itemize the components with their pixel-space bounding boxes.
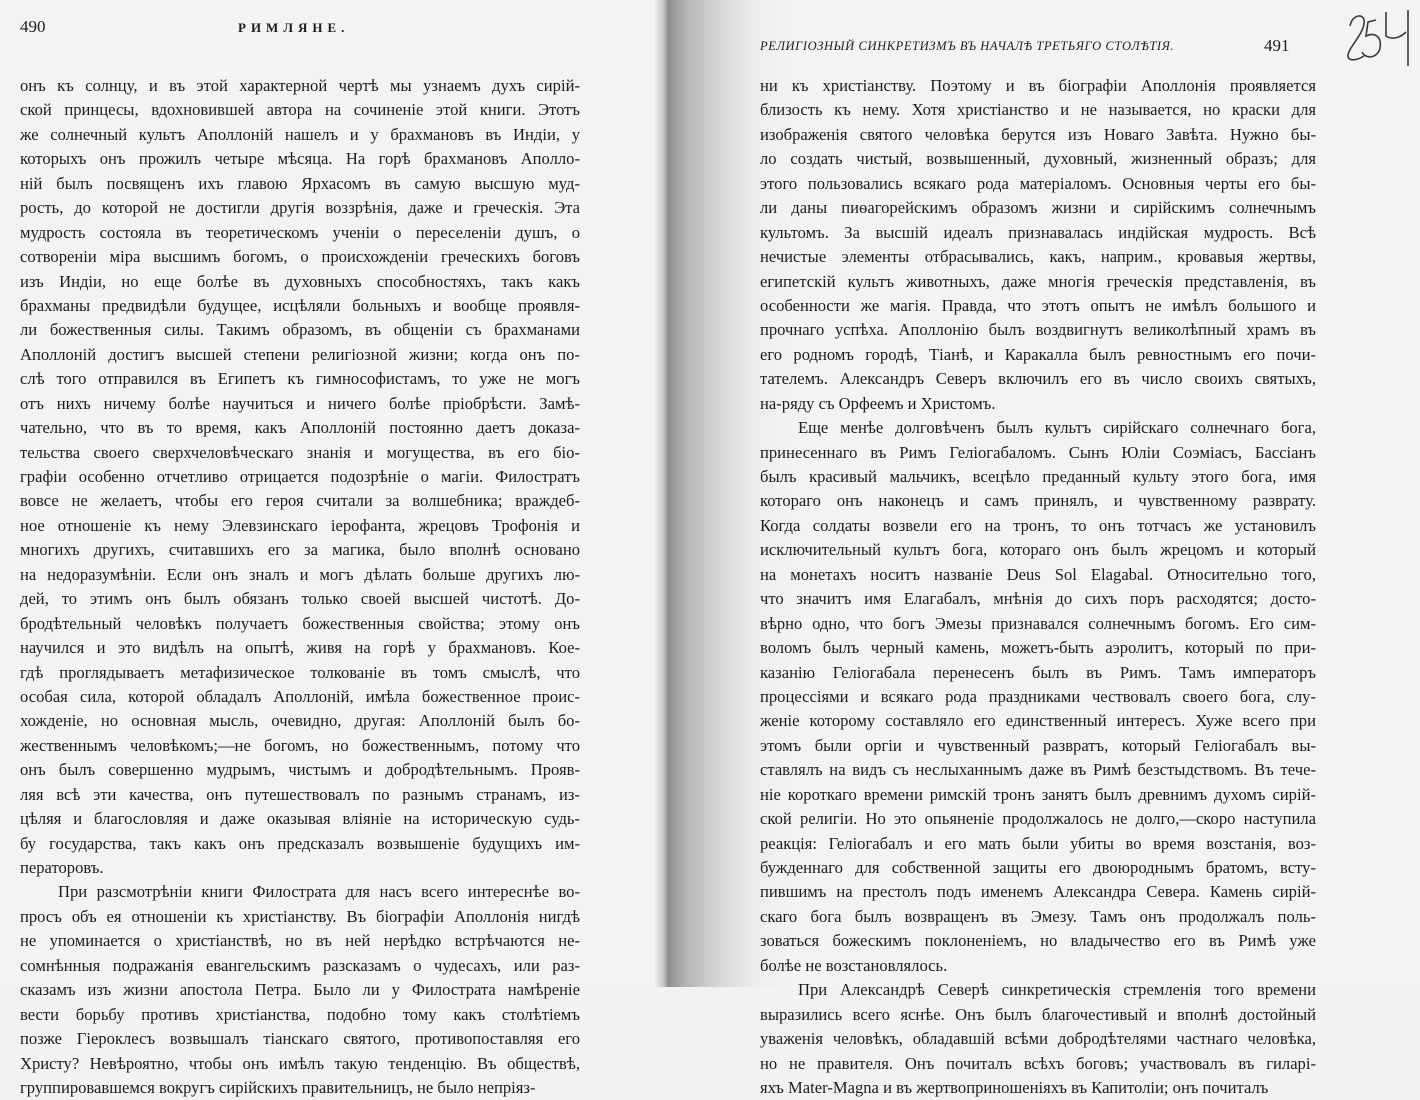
text-line: вести борьбу противъ христіанства, подобно тому какъ столѣтіемъ bbox=[20, 1004, 580, 1024]
text-line: принесеннаго въ Римъ Геліогабаломъ. Сынъ Юліи Соэміасъ, Бассіанъ bbox=[760, 442, 1316, 462]
text-line: исключительный культъ бога, котораго онъ былъ жрецомъ и который bbox=[760, 540, 1316, 560]
text-line: былъ красивый мальчикъ, всецѣло преданный культу этого бога, имя bbox=[760, 467, 1316, 486]
text-line: При Александрѣ Северѣ синкретическія стремленія того времени bbox=[798, 980, 1316, 1000]
text-line: бу государства, такъ какъ онъ предсказалъ возвышеніе будущихъ им- bbox=[20, 833, 580, 853]
text-line: вѣрно одно, что богъ Эмезы признавался солнечнымъ богомъ. Его сим- bbox=[760, 613, 1316, 633]
text-line: котораго онъ наконецъ и самъ принялъ, и чувственному разврату. bbox=[760, 491, 1316, 511]
text-line: ляя всѣ эти качества, онъ путешествовалъ по разнымъ странамъ, из- bbox=[20, 784, 580, 804]
text-line: уваженія человѣкъ, обладавшій всѣми добродѣтелями частнаго человѣка, bbox=[760, 1029, 1316, 1049]
text-line: ской религіи. Но это опьяненіе продолжалось не долго,—скоро наступила bbox=[760, 809, 1316, 829]
text-line: ни къ христіанству. Поэтому и въ біографіи Аполлонія проявляется bbox=[760, 76, 1316, 95]
text-line: дей, то этимъ онъ былъ обязанъ только своей высшей чистотѣ. До- bbox=[20, 589, 580, 609]
text-line: нечистые элементы отбрасывались, какъ, наприм., кровавыя жертвы, bbox=[760, 247, 1316, 267]
text-line: научился и это видѣлъ на опытѣ, живя на горѣ у брахмановъ. Кое- bbox=[20, 638, 580, 658]
text-line: Христу? Невѣроятно, чтобы онъ имѣлъ такую тенденцію. Въ обществѣ, bbox=[20, 1053, 580, 1073]
page-number-right: 491 bbox=[1264, 36, 1290, 55]
text-line: Аполлоній достигъ высшей степени религіозной жизни; когда онъ по- bbox=[20, 344, 580, 364]
text-line: культомъ. За высшій идеалъ признавалась индійская мудрость. Всѣ bbox=[760, 222, 1316, 242]
text-line: на монетахъ носитъ названіе Deus Sol Elagabal. Относительно того, bbox=[760, 564, 1316, 584]
text-line: сотвореніи міра высшимъ богомъ, о происхожденіи греческихъ боговъ bbox=[20, 247, 580, 267]
text-line: этомъ были оргіи и чувственный развратъ, который Геліогабалъ вы- bbox=[760, 735, 1316, 755]
text-line: ніе короткаго времени римскій тронъ занятъ былъ древнимъ духомъ сирій- bbox=[760, 784, 1316, 804]
text-line: особенности же магія. Правда, что этотъ опытъ не имѣлъ большого и bbox=[760, 295, 1316, 315]
text-line: ное отношеніе къ нему Элевзинскаго іерофанта, жрецовъ Трофонія и bbox=[20, 515, 580, 535]
text-line: ли божественныя силы. Такимъ образомъ, въ общеніи съ брахманами bbox=[20, 320, 580, 340]
text-line: на недоразумѣніи. Если онъ зналъ и могъ дѣлать больше другихъ лю- bbox=[20, 564, 580, 584]
text-line: При разсмотрѣніи книги Филострата для насъ всего интереснѣе во- bbox=[58, 882, 580, 902]
text-line: просъ объ ея отношеніи къ христіанству. Въ біографіи Аполлонія нигдѣ bbox=[20, 906, 580, 926]
left-page-text bbox=[20, 74, 580, 1100]
text-line: брахманы предвидѣли будущее, исцѣляли больныхъ и вообще проявля- bbox=[20, 295, 580, 315]
text-line: близость къ нему. Хотя христіанство и не называется, но краски для bbox=[760, 100, 1316, 120]
text-line: тателемъ. Александръ Северъ включилъ его въ число своихъ святыхъ, bbox=[760, 369, 1316, 389]
book-gutter bbox=[655, 0, 669, 987]
text-line: прочнаго успѣха. Аполлонію былъ воздвигнутъ великолѣпный храмъ въ bbox=[760, 320, 1316, 340]
text-line: группировавшемся вокругъ сирійскихъ правительницъ, не было непріяз- bbox=[20, 1077, 536, 1097]
text-line: многихъ другихъ, считавшихъ его за магика, было вполнѣ основано bbox=[20, 540, 580, 560]
text-line: скаго бога былъ возвращенъ въ Эмезу. Тамъ онъ продолжалъ поль- bbox=[760, 906, 1316, 926]
text-line: ло создать чистый, возвышенный, духовный, жизненный образъ; для bbox=[760, 149, 1316, 169]
text-line: выразились всего яснѣе. Онъ былъ благочестивый и вполнѣ достойный bbox=[760, 1004, 1316, 1024]
text-line: вовсе не желаетъ, чтобы его героя считали за волшебника; враждеб- bbox=[20, 491, 580, 511]
text-line: на-ряду съ Орфеемъ и Христомъ. bbox=[760, 393, 996, 413]
text-line: же солнечный культъ Аполлоній нашелъ и у брахмановъ въ Индіи, у bbox=[20, 124, 580, 144]
text-line: зоваться божескимъ поклоненіемъ, но владычество его въ Римѣ уже bbox=[760, 931, 1316, 951]
text-line: ній былъ посвященъ ихъ главою Ярхасомъ въ самую высшую муд- bbox=[20, 173, 580, 193]
text-line: гдѣ проглядываетъ метафизическое толкованіе въ томъ смыслѣ, что bbox=[20, 662, 580, 682]
text-line: ли даны пиѳагорейскимъ образомъ жизни и сирійскимъ солнечнымъ bbox=[760, 198, 1316, 218]
text-line: позже Гіероклесъ возвышалъ тіанскаго святого, противопоставляя его bbox=[20, 1029, 580, 1049]
text-line: реакція: Геліогабалъ и его мать были убиты во время возстанія, воз- bbox=[760, 833, 1316, 853]
text-line: которыхъ онъ прожилъ четыре мѣсяца. На горѣ брахмановъ Аполло- bbox=[20, 149, 580, 169]
text-line: бужденнаго для собственной защиты его двоюроднымъ братомъ, всту- bbox=[760, 858, 1316, 877]
text-line: его родномъ городѣ, Тіанѣ, и Каракалла былъ ревностнымъ его почи- bbox=[760, 344, 1316, 364]
text-line: мудрость состояла въ теоретическомъ ученіи о переселеніи душъ, о bbox=[20, 222, 580, 242]
text-line: египетскій культъ животныхъ, даже многія греческія представленія, въ bbox=[760, 271, 1316, 291]
text-line: онъ былъ совершенно мудрымъ, чистымъ и добродѣтельнымъ. Прояв- bbox=[20, 760, 580, 780]
text-line: ской принцесы, вдохновившей автора на сочиненіе этой книги. Этотъ bbox=[20, 100, 580, 120]
text-line: особая сила, которой обладалъ Аполлоній, имѣла божественное проис- bbox=[20, 686, 580, 706]
text-line: пившимъ на престолъ подъ именемъ Александра Севера. Камень сирій- bbox=[760, 882, 1316, 902]
text-line: изображенія святого человѣка берутся изъ Новаго Завѣта. Нужно бы- bbox=[760, 124, 1316, 144]
text-line: Еще менѣе долговѣченъ былъ культъ сирійскаго солнечнаго бога, bbox=[798, 418, 1316, 438]
text-line: ператоровъ. bbox=[20, 858, 104, 877]
handwritten-archive-number bbox=[1342, 6, 1414, 68]
text-line: изъ Индіи, но еще болѣе въ духовныхъ способностяхъ, такъ какъ bbox=[20, 271, 580, 291]
text-line: чательно, что въ то время, какъ Аполлоній постоянно даетъ доказа- bbox=[20, 418, 580, 438]
text-line: жественнымъ человѣкомъ;—не богомъ, но божественнымъ, потому что bbox=[20, 735, 580, 755]
text-line: онъ къ солнцу, и въ этой характерной чертѣ мы узнаемъ духъ сирій- bbox=[20, 76, 580, 95]
running-head-right: РЕЛИГІОЗНЫЙ СИНКРЕТИЗМЪ ВЪ НАЧАЛѢ ТРЕТЬЯГО СТОЛѢТІЯ. bbox=[760, 39, 1175, 53]
text-line: тельства своего сверхчеловѣческаго знанія и могущества, въ его біо- bbox=[20, 442, 580, 462]
text-line: сомнѣнныя подражанія евангельскимъ разсказамъ о чудесахъ, или раз- bbox=[20, 955, 580, 975]
text-line: бродѣтельный человѣкъ получаетъ божественныя свойства; этому онъ bbox=[20, 613, 580, 633]
text-line: но не правителя. Онъ почиталъ всѣхъ боговъ; участвовалъ въ гиларі- bbox=[760, 1053, 1316, 1073]
text-line: воломъ былъ черный камень, можетъ-быть аэролитъ, который по при- bbox=[760, 638, 1316, 658]
text-line: этого пользовались всякаго рода матеріаломъ. Основныя черты его бы- bbox=[760, 173, 1316, 193]
text-line: яхъ Mater-Magna и въ жертвоприношеніяхъ въ Капитоліи; онъ почиталъ bbox=[760, 1077, 1269, 1097]
text-line: ставлялъ на видъ съ неслыханнымъ даже въ Римѣ безстыдствомъ. Въ тече- bbox=[760, 760, 1316, 780]
text-line: отъ нихъ ничему болѣе научиться и ничего болѣе пріобрѣсти. Замѣ- bbox=[20, 393, 580, 413]
left-page bbox=[0, 0, 668, 1097]
text-line: графіи особенно отчетливо отрицается подозрѣніе о магіи. Филостратъ bbox=[20, 467, 580, 486]
text-line: женіе которому составляло его единственный интересъ. Хуже всего при bbox=[760, 711, 1316, 731]
text-line: сказамъ изъ жизни апостола Петра. Было ли у Филострата намѣреніе bbox=[20, 980, 580, 1000]
text-line: Когда солдаты возвели его на тронъ, то онъ тотчасъ же установилъ bbox=[760, 515, 1316, 535]
text-line: казанію Геліогабала перенесенъ былъ въ Римъ. Тамъ императоръ bbox=[760, 662, 1316, 682]
text-line: слѣ того отправился въ Египетъ къ гимнософистамъ, то уже не могъ bbox=[20, 369, 580, 389]
text-line: цѣляя и благословляя и даже оказывая вліяніе на историческую судь- bbox=[20, 809, 580, 829]
text-line: болѣе не возстановлялось. bbox=[760, 955, 948, 975]
running-head-left: РИМЛЯНЕ. bbox=[238, 20, 350, 35]
text-line: что значитъ имя Елагабалъ, мнѣнія до сихъ поръ расходятся; досто- bbox=[760, 589, 1316, 609]
page-number-left: 490 bbox=[20, 17, 46, 36]
text-line: рость, до которой не достигли другія воззрѣнія, даже и греческія. Эта bbox=[20, 198, 580, 218]
text-line: хожденіе, но основная мысль, очевидно, другая: Аполлоній былъ бо- bbox=[20, 711, 580, 731]
text-line: процессіями и всякаго рода праздниками чествовалъ своего бога, слу- bbox=[760, 686, 1316, 706]
text-line: не упоминается о христіанствѣ, но въ ней нерѣдко встрѣчаются не- bbox=[20, 931, 580, 951]
right-page-text bbox=[760, 74, 1316, 1100]
